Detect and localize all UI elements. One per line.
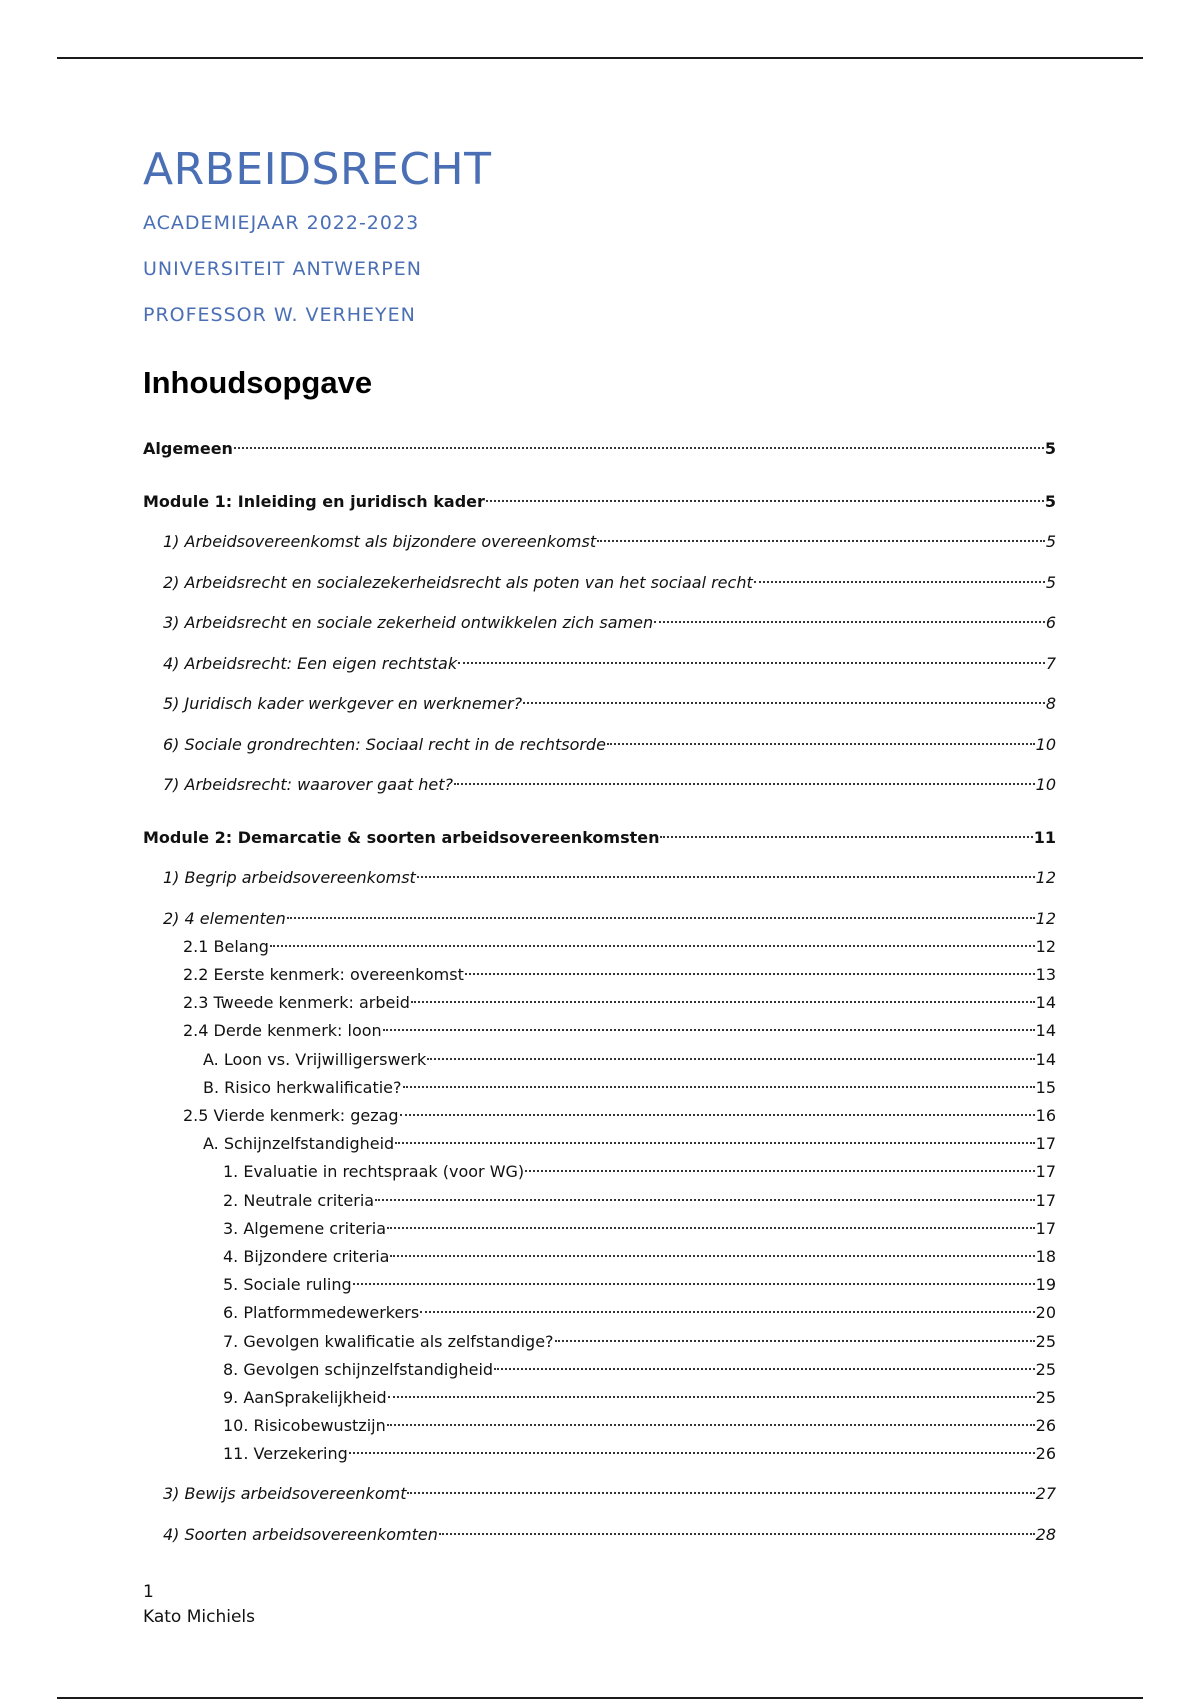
toc-dot-leader [420, 1289, 1034, 1313]
toc-entry-title: 3) Bewijs arbeidsovereenkomt [163, 1484, 407, 1503]
toc-entry-page: 25 [1035, 1332, 1056, 1351]
toc-dot-leader [523, 680, 1045, 704]
toc-entry-title: 11. Verzekering [223, 1444, 348, 1463]
toc-entry-page: 5 [1044, 439, 1056, 458]
toc-entry-title: 4) Arbeidsrecht: Een eigen rechtstak [163, 654, 458, 673]
toc-entry-title: 5. Sociale ruling [223, 1275, 352, 1294]
toc-entry-title: 2.5 Vierde kenmerk: gezag [183, 1106, 399, 1125]
toc-dot-leader [395, 1120, 1034, 1144]
toc-entry[interactable] [143, 859, 1056, 889]
toc-entry-page: 17 [1035, 1191, 1056, 1210]
toc-entry-title: B. Risico herkwalificatie? [203, 1078, 402, 1097]
toc-entry-page: 28 [1035, 1525, 1056, 1544]
toc-entry-page: 26 [1035, 1444, 1056, 1463]
toc-entry-page: 14 [1035, 1050, 1056, 1069]
footer-rule [57, 1697, 1143, 1699]
toc-entry-page: 19 [1035, 1275, 1056, 1294]
toc-entry-page: 6 [1045, 613, 1056, 632]
toc-entry-page: 10 [1035, 775, 1056, 794]
toc-entry-title: 2) 4 elementen [163, 909, 286, 928]
page-number: 1 [143, 1582, 154, 1602]
toc-entry[interactable] [143, 564, 1056, 594]
toc-dot-leader [486, 478, 1044, 502]
toc-dot-leader [353, 1261, 1035, 1285]
toc-entry-title: 3. Algemene criteria [223, 1219, 387, 1238]
toc-entry-title: 4. Bijzondere criteria [223, 1247, 390, 1266]
toc-entry-page: 18 [1035, 1247, 1056, 1266]
academic-year: ACADEMIEJAAR 2022-2023 [143, 212, 420, 234]
document-title: ARBEIDSRECHT [143, 144, 492, 195]
toc-dot-leader [400, 1092, 1035, 1116]
toc-dot-leader [597, 518, 1045, 542]
header-rule [57, 57, 1143, 59]
toc-entry-title: Algemeen [143, 439, 233, 458]
toc-entry-page: 8 [1045, 694, 1056, 713]
toc-entry-title: 2.4 Derde kenmerk: loon [183, 1021, 382, 1040]
toc-entry-page: 14 [1035, 1021, 1056, 1040]
page-footer [143, 1580, 255, 1630]
toc-entry[interactable] [143, 523, 1056, 553]
toc-entry-page: 13 [1035, 965, 1056, 984]
toc-entry-page: 25 [1035, 1388, 1056, 1407]
toc-entry[interactable] [143, 726, 1056, 756]
toc-dot-leader [387, 1205, 1035, 1229]
toc-entry-title: 2.1 Belang [183, 937, 269, 956]
toc-entry-title: 1) Begrip arbeidsovereenkomst [163, 868, 416, 887]
toc-entry-title: 2.3 Tweede kenmerk: arbeid [183, 993, 410, 1012]
toc-dot-leader [525, 1148, 1034, 1172]
toc-entry[interactable] [143, 430, 1056, 460]
toc-entry-page: 10 [1035, 735, 1056, 754]
toc-entry-title: 6. Platformmedewerkers [223, 1303, 420, 1322]
toc-dot-leader [427, 1036, 1034, 1060]
toc-entry-page: 16 [1035, 1106, 1056, 1125]
toc-dot-leader [387, 1402, 1035, 1426]
toc-entry-title: A. Schijnzelfstandigheid [203, 1134, 395, 1153]
toc-entry-page: 12 [1035, 909, 1056, 928]
toc-entry-title: 1. Evaluatie in rechtspraak (voor WG) [223, 1162, 525, 1181]
toc-entry-page: 17 [1035, 1219, 1056, 1238]
toc-entry-title: 6) Sociale grondrechten: Sociaal recht in de rechtsorde [163, 735, 606, 754]
toc-entry-title: 9. AanSprakelijkheid [223, 1388, 387, 1407]
toc-entry-page: 12 [1035, 868, 1056, 887]
toc-dot-leader [660, 814, 1032, 838]
toc-dot-leader [407, 1470, 1034, 1494]
toc-entry[interactable] [143, 483, 1056, 513]
toc-entry[interactable] [143, 1516, 1056, 1546]
toc-entry-title: 2.2 Eerste kenmerk: overeenkomst [183, 965, 464, 984]
toc-entry-page: 25 [1035, 1360, 1056, 1379]
toc-dot-leader [287, 895, 1035, 919]
toc-entry-title: 3) Arbeidsrecht en sociale zekerheid ontwikkelen zich samen [163, 613, 654, 632]
toc-entry-page: 11 [1033, 828, 1056, 847]
toc-entry-page: 5 [1045, 532, 1056, 551]
toc-entry-title: Module 1: Inleiding en juridisch kader [143, 492, 485, 511]
toc-dot-leader [390, 1233, 1034, 1257]
toc-entry-title: Module 2: Demarcatie & soorten arbeidsovereenkomsten [143, 828, 660, 847]
toc-entry[interactable] [143, 1475, 1056, 1505]
toc-entry-page: 5 [1045, 573, 1056, 592]
toc-entry-page: 7 [1045, 654, 1056, 673]
toc-dot-leader [607, 721, 1035, 745]
university: UNIVERSITEIT ANTWERPEN [143, 258, 422, 280]
toc-dot-leader [494, 1346, 1035, 1370]
toc-entry-title: 4) Soorten arbeidsovereenkomten [163, 1525, 438, 1544]
toc-entry-page: 27 [1035, 1484, 1056, 1503]
cover-block [143, 140, 492, 338]
toc-entry-title: 10. Risicobewustzijn [223, 1416, 386, 1435]
toc-dot-leader [417, 854, 1035, 878]
toc-entry[interactable] [143, 819, 1056, 849]
toc-dot-leader [654, 599, 1045, 623]
toc-heading: Inhoudsopgave [143, 365, 373, 400]
professor: PROFESSOR W. VERHEYEN [143, 304, 416, 326]
toc-dot-leader [383, 1007, 1035, 1031]
toc-entry-title: 8. Gevolgen schijnzelfstandigheid [223, 1360, 494, 1379]
toc-dot-leader [234, 425, 1044, 449]
toc-entry[interactable] [143, 1435, 1056, 1465]
toc-entry-page: 17 [1035, 1162, 1056, 1181]
toc-dot-leader [270, 923, 1035, 947]
toc-dot-leader [388, 1374, 1035, 1398]
toc-dot-leader [403, 1064, 1035, 1088]
toc-entry-page: 5 [1044, 492, 1056, 511]
toc-dot-leader [411, 979, 1035, 1003]
author-name: Kato Michiels [143, 1607, 256, 1627]
toc-entry-page: 17 [1035, 1134, 1056, 1153]
toc-dot-leader [375, 1177, 1035, 1201]
toc-entry-title: 7. Gevolgen kwalificatie als zelfstandige? [223, 1332, 554, 1351]
toc-entry-title: 2. Neutrale criteria [223, 1191, 375, 1210]
toc-entry-page: 14 [1035, 993, 1056, 1012]
toc-entry-page: 20 [1035, 1303, 1056, 1322]
toc-dot-leader [458, 640, 1045, 664]
toc-entry-page: 26 [1035, 1416, 1056, 1435]
toc-entry-title: 1) Arbeidsovereenkomst als bijzondere overeenkomst [163, 532, 597, 551]
toc-entry-title: 2) Arbeidsrecht en socialezekerheidsrecht als poten van het sociaal recht [163, 573, 753, 592]
toc-dot-leader [349, 1430, 1035, 1454]
toc-entry[interactable] [143, 645, 1056, 675]
toc-dot-leader [555, 1318, 1035, 1342]
toc-entry[interactable] [143, 766, 1056, 796]
toc-dot-leader [454, 761, 1035, 785]
toc-dot-leader [754, 559, 1045, 583]
toc-entry-page: 12 [1035, 937, 1056, 956]
toc-dot-leader [439, 1511, 1035, 1535]
toc-dot-leader [465, 951, 1035, 975]
toc-entry-title: 5) Juridisch kader werkgever en werknemer? [163, 694, 523, 713]
toc-entry-page: 15 [1035, 1078, 1056, 1097]
toc-entry[interactable] [143, 604, 1056, 634]
toc-entry[interactable] [143, 685, 1056, 715]
toc-entry-title: 7) Arbeidsrecht: waarover gaat het? [163, 775, 453, 794]
toc-entry-title: A. Loon vs. Vrijwilligerswerk [203, 1050, 427, 1069]
